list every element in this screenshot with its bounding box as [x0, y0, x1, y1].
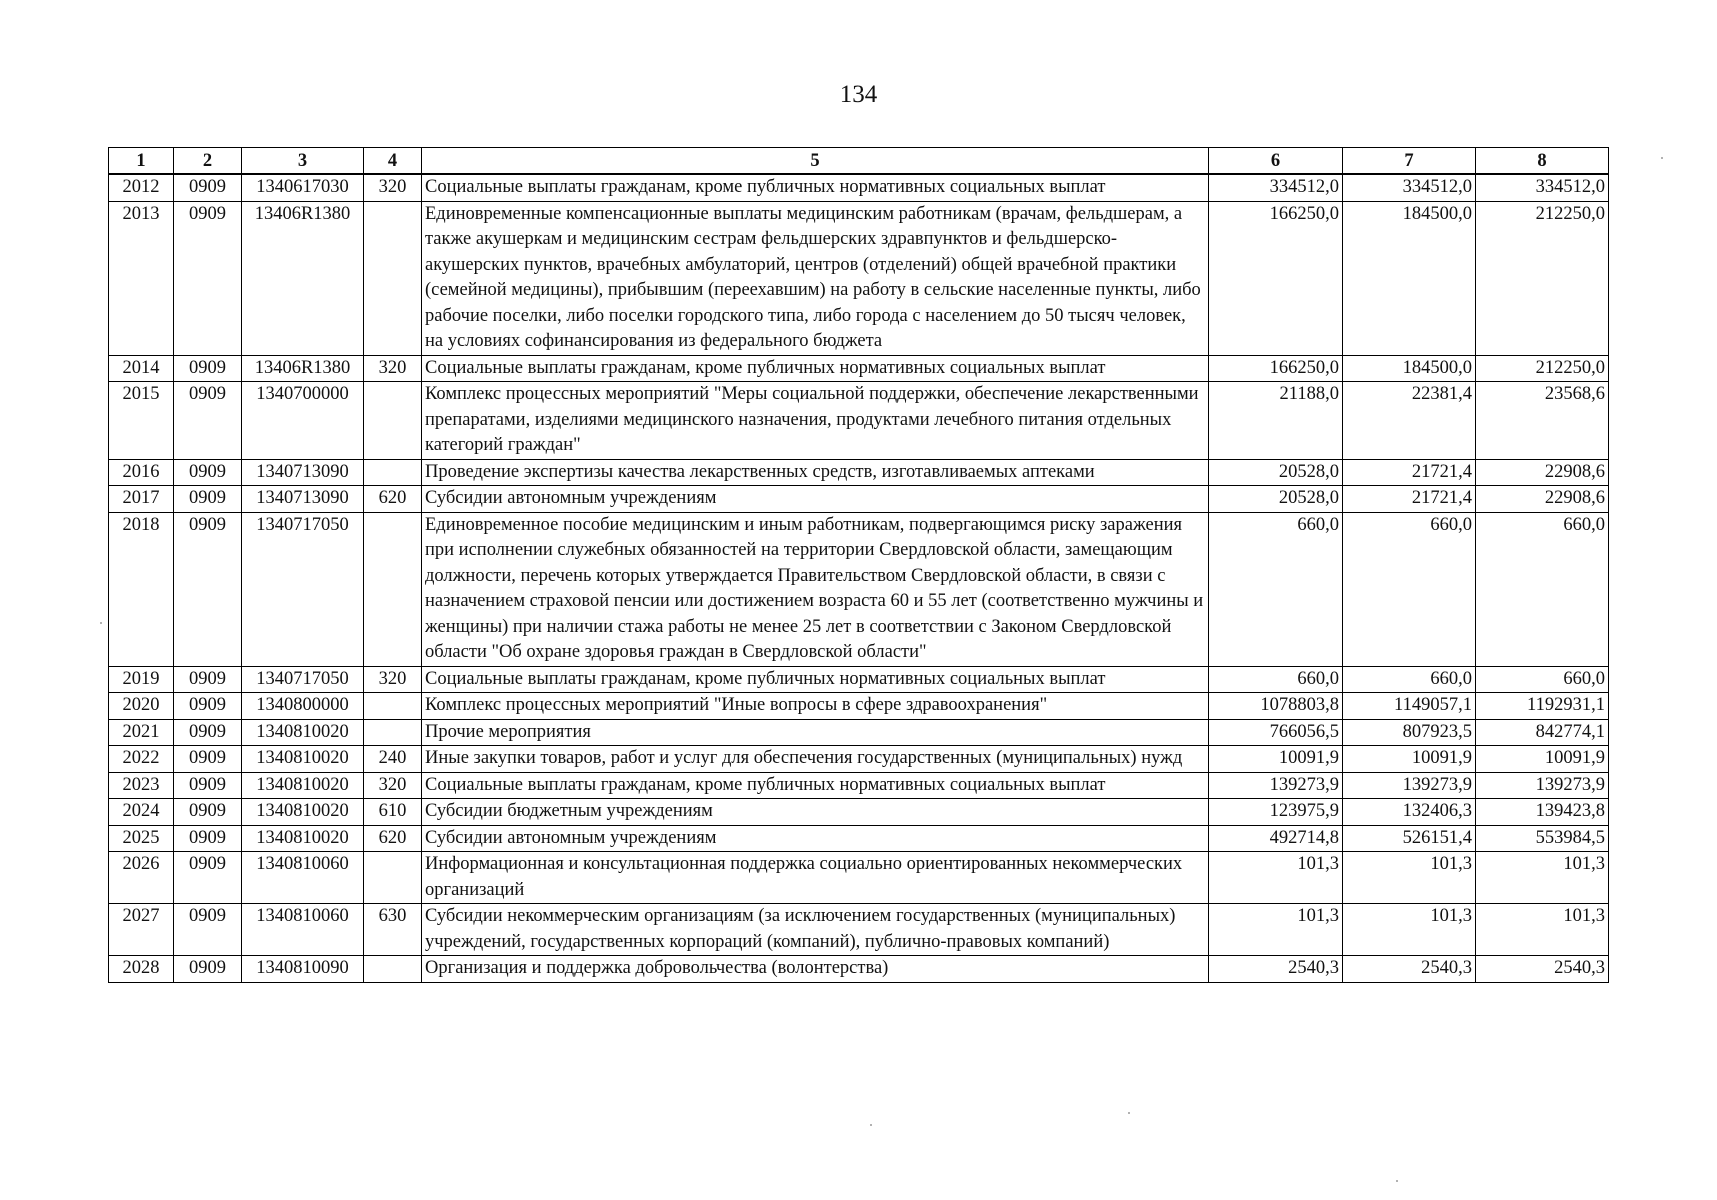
table-row — [109, 355, 1609, 382]
amount-2025-cell: 101,3 — [1476, 904, 1609, 956]
target-article-cell: 1340700000 — [242, 382, 364, 460]
target-article-cell: 1340810020 — [242, 746, 364, 773]
description-cell: Проведение экспертизы качества лекарственных средств, изготавливаемых аптеками — [422, 459, 1209, 486]
table-row — [109, 201, 1609, 355]
row-number-cell: 2018 — [109, 512, 174, 666]
amount-2024-cell: 334512,0 — [1343, 174, 1476, 201]
amount-2025-cell: 10091,9 — [1476, 746, 1609, 773]
section-code-cell: 0909 — [174, 693, 242, 720]
amount-2023-cell: 2540,3 — [1209, 956, 1343, 983]
amount-2023-cell: 21188,0 — [1209, 382, 1343, 460]
description-cell: Социальные выплаты гражданам, кроме публичных нормативных социальных выплат — [422, 355, 1209, 382]
table-row — [109, 666, 1609, 693]
description-cell: Субсидии автономным учреждениям — [422, 486, 1209, 513]
table-body — [109, 174, 1609, 982]
amount-2024-cell: 2540,3 — [1343, 956, 1476, 983]
amount-2024-cell: 101,3 — [1343, 852, 1476, 904]
target-article-cell: 1340810060 — [242, 852, 364, 904]
amount-2025-cell: 334512,0 — [1476, 174, 1609, 201]
amount-2023-cell: 492714,8 — [1209, 825, 1343, 852]
table-row — [109, 825, 1609, 852]
table-row — [109, 382, 1609, 460]
description-cell: Социальные выплаты гражданам, кроме публичных нормативных социальных выплат — [422, 174, 1209, 201]
table-row — [109, 746, 1609, 773]
amount-2025-cell: 22908,6 — [1476, 486, 1609, 513]
expense-type-cell — [364, 201, 422, 355]
target-article-cell: 13406R1380 — [242, 201, 364, 355]
table-row — [109, 956, 1609, 983]
section-code-cell: 0909 — [174, 772, 242, 799]
amount-2024-cell: 807923,5 — [1343, 719, 1476, 746]
section-code-cell: 0909 — [174, 486, 242, 513]
header-col-5: 5 — [422, 148, 1209, 175]
amount-2024-cell: 21721,4 — [1343, 486, 1476, 513]
table-row — [109, 459, 1609, 486]
amount-2024-cell: 184500,0 — [1343, 201, 1476, 355]
description-cell: Иные закупки товаров, работ и услуг для обеспечения государственных (муниципальных) нужд — [422, 746, 1209, 773]
amount-2025-cell: 212250,0 — [1476, 355, 1609, 382]
section-code-cell: 0909 — [174, 746, 242, 773]
amount-2025-cell: 139423,8 — [1476, 799, 1609, 826]
page-number: 134 — [839, 81, 878, 108]
row-number-cell: 2020 — [109, 693, 174, 720]
amount-2024-cell: 101,3 — [1343, 904, 1476, 956]
table-row — [109, 174, 1609, 201]
section-code-cell: 0909 — [174, 904, 242, 956]
row-number-cell: 2026 — [109, 852, 174, 904]
target-article-cell: 1340810020 — [242, 825, 364, 852]
amount-2025-cell: 2540,3 — [1476, 956, 1609, 983]
description-cell: Комплекс процессных мероприятий "Иные вопросы в сфере здравоохранения" — [422, 693, 1209, 720]
scan-speck — [1128, 1112, 1130, 1114]
row-number-cell: 2022 — [109, 746, 174, 773]
amount-2025-cell: 101,3 — [1476, 852, 1609, 904]
target-article-cell: 1340717050 — [242, 666, 364, 693]
expense-type-cell — [364, 719, 422, 746]
expense-type-cell: 320 — [364, 772, 422, 799]
table-row — [109, 852, 1609, 904]
section-code-cell: 0909 — [174, 512, 242, 666]
amount-2025-cell: 842774,1 — [1476, 719, 1609, 746]
row-number-cell: 2016 — [109, 459, 174, 486]
row-number-cell: 2028 — [109, 956, 174, 983]
amount-2024-cell: 526151,4 — [1343, 825, 1476, 852]
row-number-cell: 2017 — [109, 486, 174, 513]
section-code-cell: 0909 — [174, 459, 242, 486]
budget-table — [108, 147, 1609, 983]
amount-2025-cell: 1192931,1 — [1476, 693, 1609, 720]
amount-2024-cell: 660,0 — [1343, 512, 1476, 666]
expense-type-cell — [364, 459, 422, 486]
row-number-cell: 2027 — [109, 904, 174, 956]
amount-2023-cell: 101,3 — [1209, 904, 1343, 956]
expense-type-cell — [364, 956, 422, 983]
description-cell: Субсидии автономным учреждениям — [422, 825, 1209, 852]
amount-2023-cell: 139273,9 — [1209, 772, 1343, 799]
section-code-cell: 0909 — [174, 382, 242, 460]
amount-2023-cell: 166250,0 — [1209, 201, 1343, 355]
expense-type-cell: 630 — [364, 904, 422, 956]
amount-2023-cell: 20528,0 — [1209, 486, 1343, 513]
description-cell: Организация и поддержка добровольчества (волонтерства) — [422, 956, 1209, 983]
amount-2023-cell: 20528,0 — [1209, 459, 1343, 486]
scan-speck — [1396, 1180, 1398, 1182]
amount-2025-cell: 660,0 — [1476, 666, 1609, 693]
amount-2023-cell: 10091,9 — [1209, 746, 1343, 773]
section-code-cell: 0909 — [174, 799, 242, 826]
amount-2024-cell: 184500,0 — [1343, 355, 1476, 382]
expense-type-cell: 320 — [364, 174, 422, 201]
section-code-cell: 0909 — [174, 201, 242, 355]
expense-type-cell: 610 — [364, 799, 422, 826]
amount-2023-cell: 123975,9 — [1209, 799, 1343, 826]
description-cell: Социальные выплаты гражданам, кроме публичных нормативных социальных выплат — [422, 772, 1209, 799]
section-code-cell: 0909 — [174, 666, 242, 693]
expense-type-cell — [364, 693, 422, 720]
target-article-cell: 13406R1380 — [242, 355, 364, 382]
amount-2024-cell: 22381,4 — [1343, 382, 1476, 460]
table-row — [109, 486, 1609, 513]
table-row — [109, 512, 1609, 666]
row-number-cell: 2013 — [109, 201, 174, 355]
description-cell: Единовременное пособие медицинским и иным работникам, подвергающимся риску заражения при исполнении служебных обязанностей на территории Свердловской области, замещающим должности, перечень которых утверждается Правительством Свердловской области, в связи с назначением страховой пенсии или достижением возраста 60 и 55 лет (соответственно мужчины и женщины) при наличии стажа работы не менее 25 лет в соответствии с Законом Свердловской области "Об охране здоровья граждан в Свердловской области" — [422, 512, 1209, 666]
header-col-6: 6 — [1209, 148, 1343, 175]
section-code-cell: 0909 — [174, 719, 242, 746]
table-row — [109, 772, 1609, 799]
row-number-cell: 2019 — [109, 666, 174, 693]
expense-type-cell: 240 — [364, 746, 422, 773]
amount-2023-cell: 334512,0 — [1209, 174, 1343, 201]
expense-type-cell: 320 — [364, 355, 422, 382]
description-cell: Прочие мероприятия — [422, 719, 1209, 746]
header-col-7: 7 — [1343, 148, 1476, 175]
target-article-cell: 1340810020 — [242, 719, 364, 746]
header-col-2: 2 — [174, 148, 242, 175]
description-cell: Субсидии некоммерческим организациям (за исключением государственных (муниципальных) учреждений, государственных корпораций (компаний), публично-правовых компаний) — [422, 904, 1209, 956]
amount-2025-cell: 660,0 — [1476, 512, 1609, 666]
amount-2025-cell: 212250,0 — [1476, 201, 1609, 355]
expense-type-cell: 620 — [364, 486, 422, 513]
target-article-cell: 1340810090 — [242, 956, 364, 983]
amount-2024-cell: 21721,4 — [1343, 459, 1476, 486]
amount-2024-cell: 132406,3 — [1343, 799, 1476, 826]
expense-type-cell — [364, 382, 422, 460]
description-cell: Социальные выплаты гражданам, кроме публичных нормативных социальных выплат — [422, 666, 1209, 693]
amount-2023-cell: 660,0 — [1209, 512, 1343, 666]
target-article-cell: 1340713090 — [242, 459, 364, 486]
amount-2023-cell: 166250,0 — [1209, 355, 1343, 382]
row-number-cell: 2014 — [109, 355, 174, 382]
target-article-cell: 1340617030 — [242, 174, 364, 201]
section-code-cell: 0909 — [174, 956, 242, 983]
header-col-1: 1 — [109, 148, 174, 175]
scan-speck — [1661, 157, 1663, 159]
header-col-4: 4 — [364, 148, 422, 175]
table-row — [109, 693, 1609, 720]
row-number-cell: 2023 — [109, 772, 174, 799]
scan-speck — [870, 1124, 872, 1126]
row-number-cell: 2012 — [109, 174, 174, 201]
expense-type-cell — [364, 852, 422, 904]
target-article-cell: 1340810020 — [242, 799, 364, 826]
target-article-cell: 1340810020 — [242, 772, 364, 799]
table-header-row — [109, 148, 1609, 175]
section-code-cell: 0909 — [174, 852, 242, 904]
amount-2025-cell: 22908,6 — [1476, 459, 1609, 486]
section-code-cell: 0909 — [174, 174, 242, 201]
description-cell: Субсидии бюджетным учреждениям — [422, 799, 1209, 826]
section-code-cell: 0909 — [174, 825, 242, 852]
amount-2023-cell: 660,0 — [1209, 666, 1343, 693]
target-article-cell: 1340800000 — [242, 693, 364, 720]
amount-2025-cell: 139273,9 — [1476, 772, 1609, 799]
table-row — [109, 904, 1609, 956]
scan-speck — [100, 622, 102, 624]
amount-2024-cell: 1149057,1 — [1343, 693, 1476, 720]
target-article-cell: 1340810060 — [242, 904, 364, 956]
row-number-cell: 2025 — [109, 825, 174, 852]
header-col-8: 8 — [1476, 148, 1609, 175]
expense-type-cell — [364, 512, 422, 666]
description-cell: Комплекс процессных мероприятий "Меры социальной поддержки, обеспечение лекарственными препаратами, изделиями медицинского назначения, продуктами лечебного питания отдельных категорий граждан" — [422, 382, 1209, 460]
amount-2024-cell: 10091,9 — [1343, 746, 1476, 773]
description-cell: Единовременные компенсационные выплаты медицинским работникам (врачам, фельдшерам, а также акушеркам и медицинским сестрам фельдшерских здравпунктов и фельдшерско-акушерских пунктов, врачебных амбулаторий, центров (отделений) общей врачебной практики (семейной медицины), прибывшим (переехавшим) на работу в сельские населенные пункты, либо рабочие поселки, либо поселки городского типа, либо города с населением до 50 тысяч человек, на условиях софинансирования из федерального бюджета — [422, 201, 1209, 355]
header-col-3: 3 — [242, 148, 364, 175]
amount-2023-cell: 766056,5 — [1209, 719, 1343, 746]
amount-2024-cell: 660,0 — [1343, 666, 1476, 693]
amount-2023-cell: 101,3 — [1209, 852, 1343, 904]
table-row — [109, 719, 1609, 746]
table-row — [109, 799, 1609, 826]
expense-type-cell: 620 — [364, 825, 422, 852]
amount-2025-cell: 553984,5 — [1476, 825, 1609, 852]
row-number-cell: 2015 — [109, 382, 174, 460]
amount-2023-cell: 1078803,8 — [1209, 693, 1343, 720]
section-code-cell: 0909 — [174, 355, 242, 382]
row-number-cell: 2021 — [109, 719, 174, 746]
row-number-cell: 2024 — [109, 799, 174, 826]
description-cell: Информационная и консультационная поддержка социально ориентированных некоммерческих организаций — [422, 852, 1209, 904]
amount-2024-cell: 139273,9 — [1343, 772, 1476, 799]
target-article-cell: 1340717050 — [242, 512, 364, 666]
amount-2025-cell: 23568,6 — [1476, 382, 1609, 460]
target-article-cell: 1340713090 — [242, 486, 364, 513]
expense-type-cell: 320 — [364, 666, 422, 693]
